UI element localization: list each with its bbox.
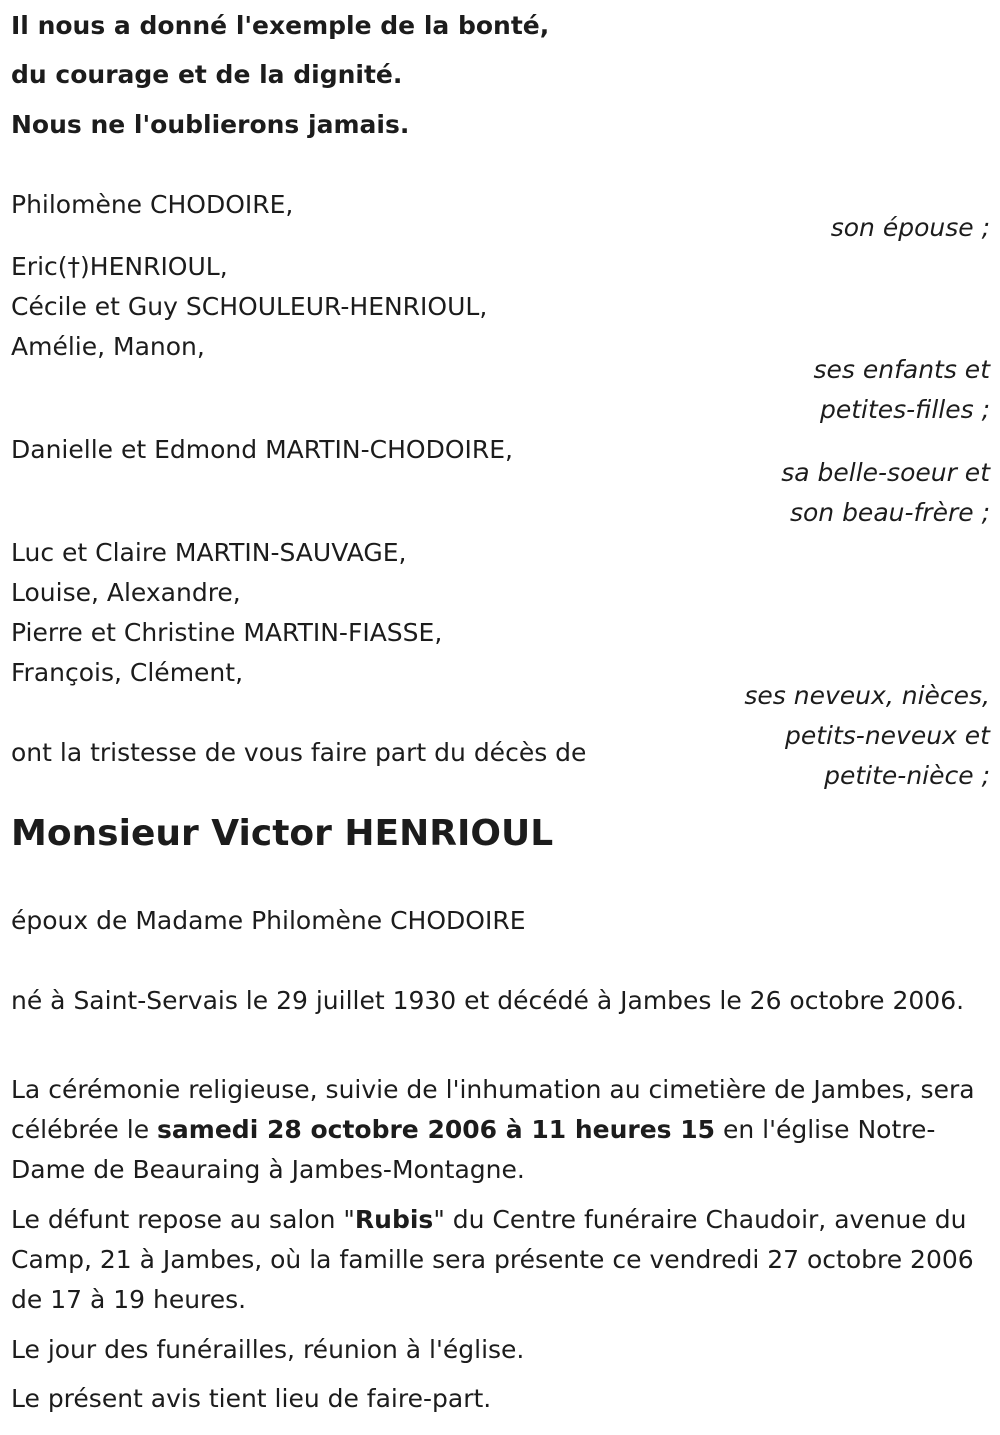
rest-text: Le défunt repose au salon " [11, 1205, 355, 1234]
spouse-name: Philomène CHODOIRE, [11, 190, 294, 219]
child-line: Eric(†)HENRIOUL, [11, 252, 228, 281]
ceremony-location: en l'église Notre-Dame de Beauraing à Jambes-Montagne. [11, 1115, 936, 1184]
deceased-name: Monsieur Victor HENRIOUL [11, 813, 554, 854]
rest-paragraph [11, 1200, 986, 1320]
nephew-line: Luc et Claire MARTIN-SAUVAGE, [11, 538, 407, 567]
nephews-relation-1: ses neveux, nièces, [744, 681, 990, 710]
spouse-relation: son épouse ; [830, 213, 990, 242]
inlaws-name: Danielle et Edmond MARTIN-CHODOIRE, [11, 435, 514, 464]
quote-line-3: Nous ne l'oublierons jamais. [11, 110, 410, 139]
quote-line-2: du courage et de la dignité. [11, 60, 403, 89]
rest-details: " du Centre funéraire Chaudoir, avenue du Camp, 21 à Jambes, où la famille sera présente ce vendredi 27 octobre 2006 de 17 à 19 heures. [11, 1205, 974, 1314]
spouse-of: époux de Madame Philomène CHODOIRE [11, 906, 526, 935]
nephews-relation-2: petits-neveux et [784, 721, 990, 750]
ceremony-text: La cérémonie religieuse, suivie de l'inhumation au cimetière de Jambes, sera célébrée le [11, 1075, 975, 1144]
children-relation-2: petites-filles ; [819, 395, 990, 424]
nephew-line: Pierre et Christine MARTIN-FIASSE, [11, 618, 443, 647]
nephews-relation-3: petite-nièce ; [824, 761, 990, 790]
nephew-line: François, Clément, [11, 658, 244, 687]
child-line: Cécile et Guy SCHOULEUR-HENRIOUL, [11, 292, 488, 321]
child-line: Amélie, Manon, [11, 332, 205, 361]
ceremony-paragraph [11, 1070, 986, 1190]
announcement: ont la tristesse de vous faire part du décès de [11, 738, 587, 767]
nephew-line: Louise, Alexandre, [11, 578, 241, 607]
ceremony-date: samedi 28 octobre 2006 à 11 heures 15 [157, 1115, 716, 1144]
inlaws-relation-1: sa belle-soeur et [781, 458, 990, 487]
inlaws-relation-2: son beau-frère ; [789, 498, 990, 527]
salon-name: Rubis [354, 1205, 434, 1234]
notice: Le présent avis tient lieu de faire-part. [11, 1384, 492, 1413]
children-relation-1: ses enfants et [813, 355, 990, 384]
birth-death: né à Saint-Servais le 29 juillet 1930 et décédé à Jambes le 26 octobre 2006. [11, 986, 965, 1015]
quote-line-1: Il nous a donné l'exemple de la bonté, [11, 11, 550, 40]
funeral-day: Le jour des funérailles, réunion à l'église. [11, 1335, 525, 1364]
